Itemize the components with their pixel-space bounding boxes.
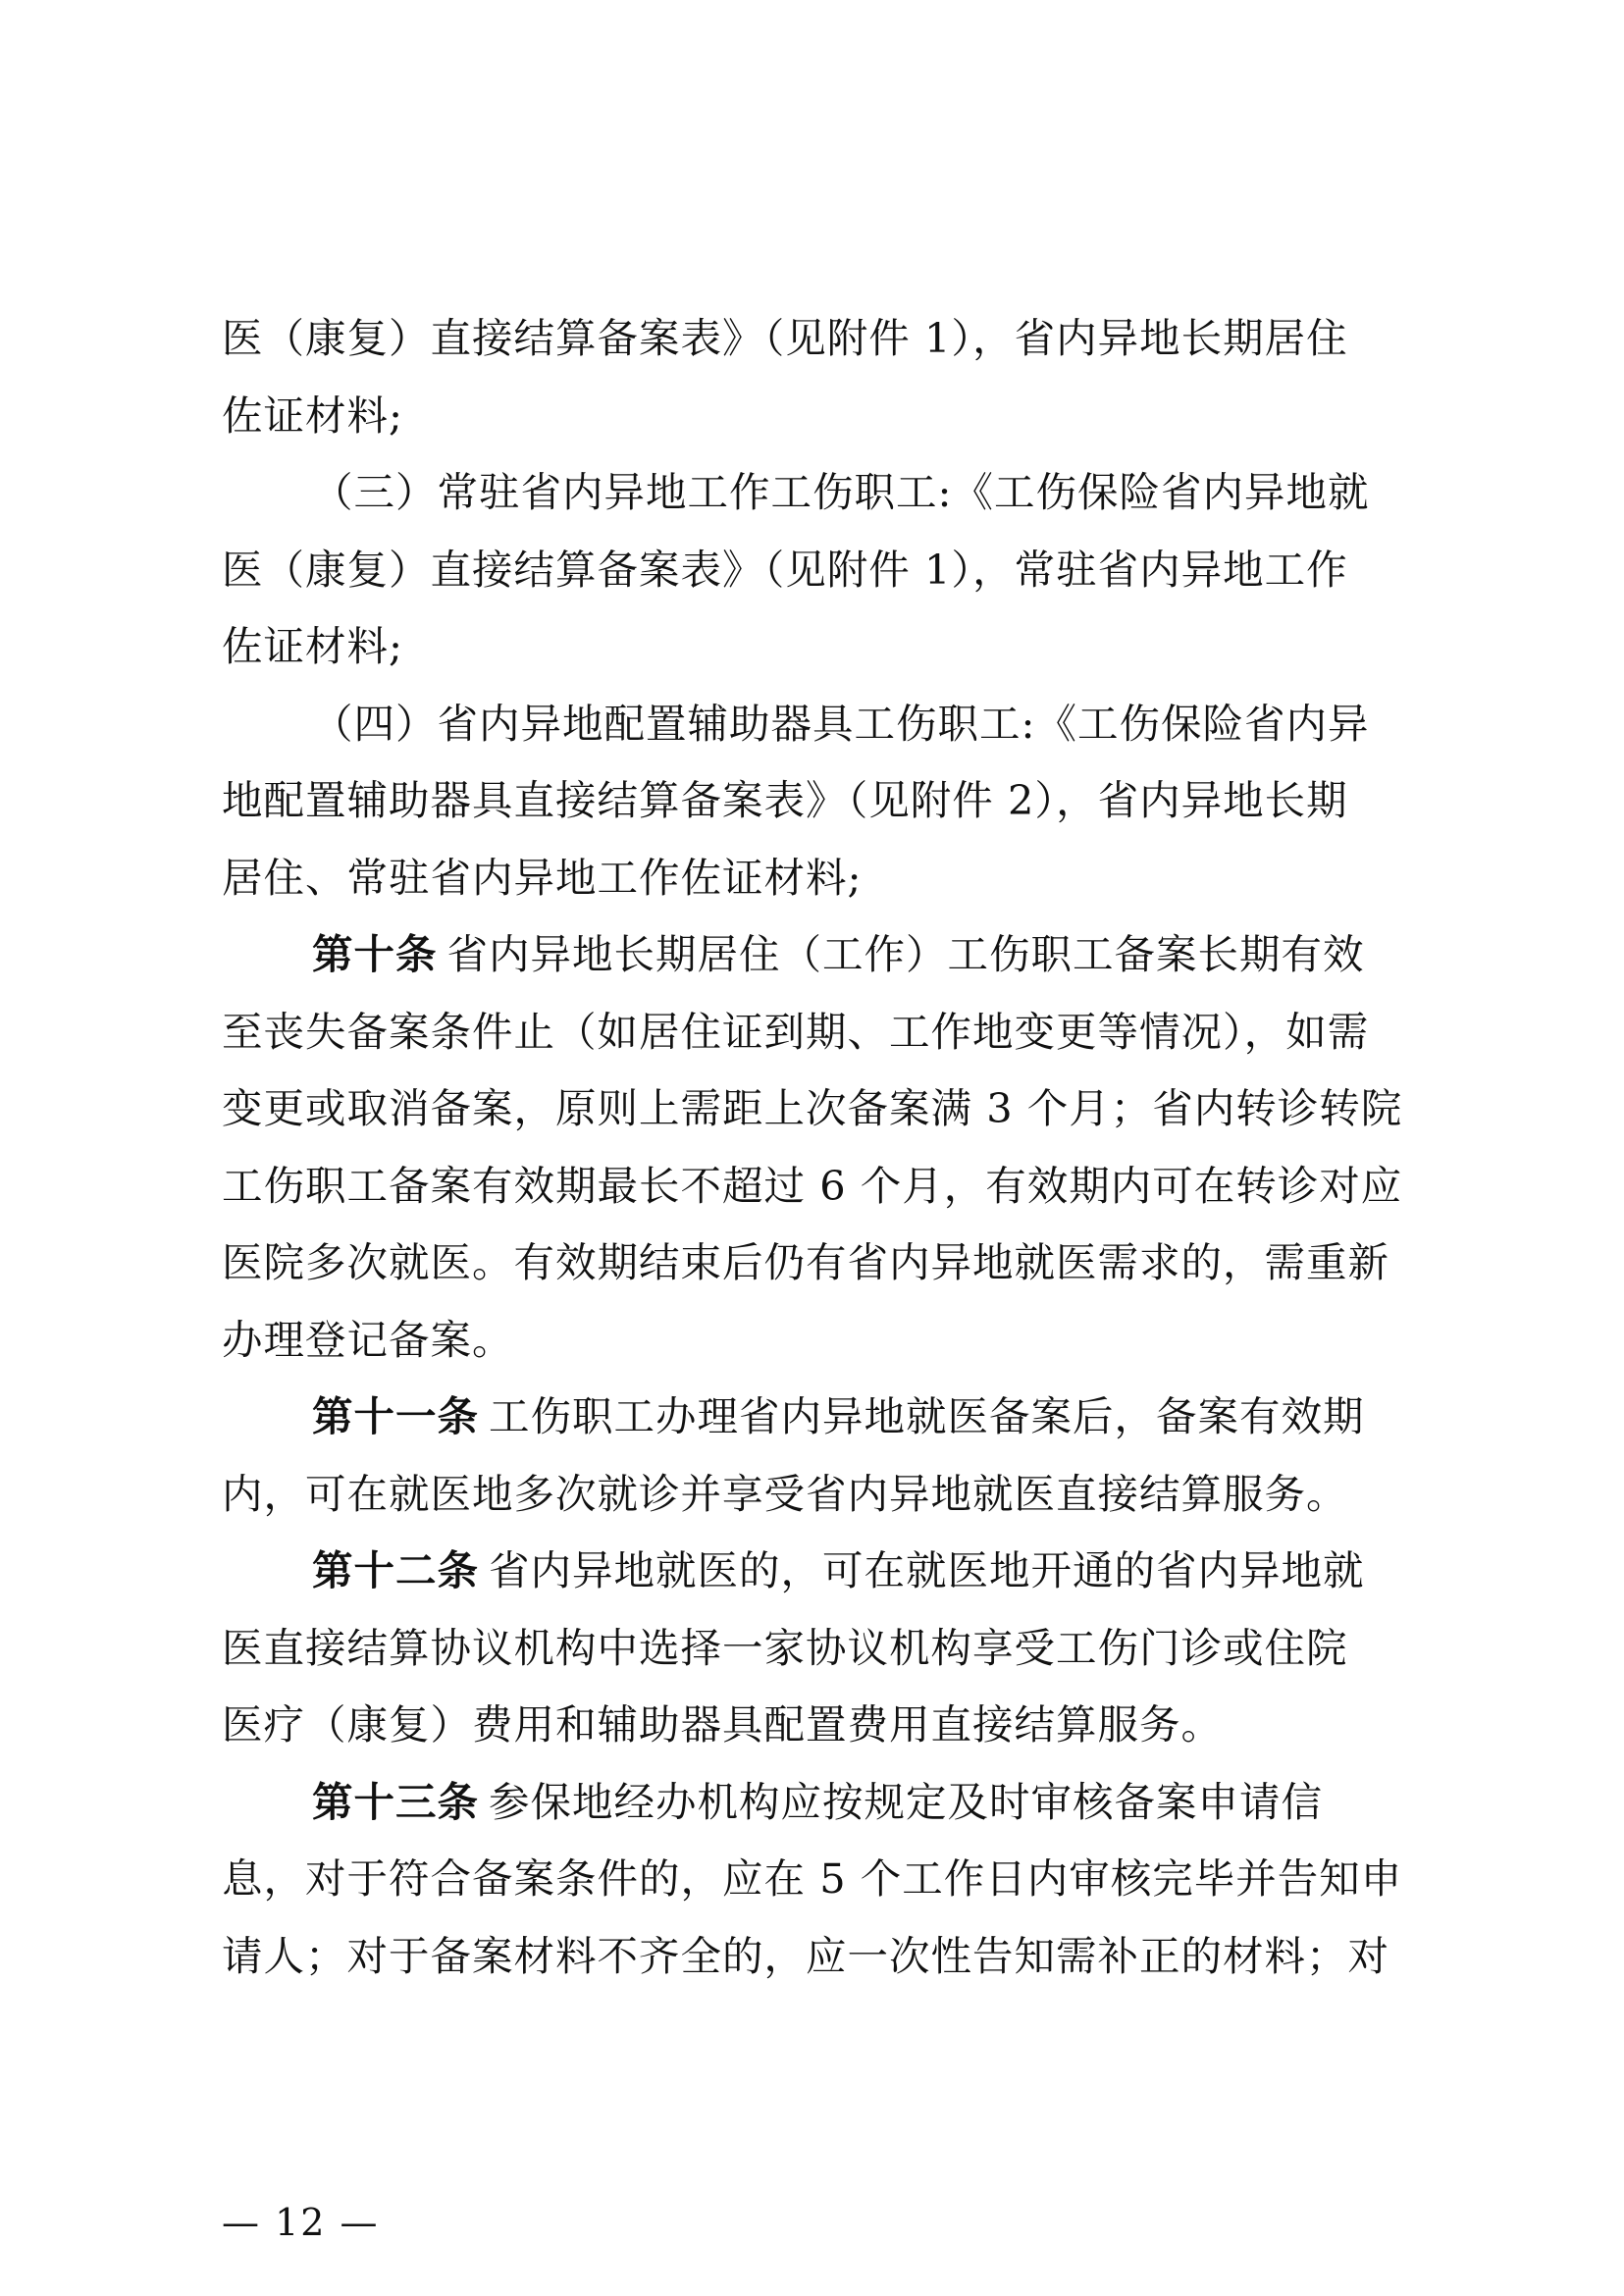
- line-text: 医（康复）直接结算备案表》（见附件 1），常驻省内异地工作: [222, 545, 1348, 594]
- text-line: [222, 1070, 1421, 1148]
- text-line: [222, 1687, 1421, 1764]
- page-number: — 12 —: [222, 2201, 380, 2244]
- text-line: [222, 994, 1421, 1071]
- text-line: [222, 1918, 1421, 1996]
- line-text: 省内异地就医的，可在就医地开通的省内异地就: [489, 1546, 1365, 1594]
- line-text: 居住、常驻省内异地工作佐证材料;: [222, 853, 863, 902]
- text-line: [222, 300, 1421, 378]
- text-line: [222, 1610, 1421, 1688]
- line-text: 参保地经办机构应按规定及时审核备案申请信: [489, 1777, 1324, 1826]
- line-text: 医院多次就医。有效期结束后仍有省内异地就医需求的，需重新: [222, 1238, 1390, 1286]
- line-text: 医疗（康复）费用和辅助器具配置费用直接结算服务。: [222, 1700, 1224, 1748]
- article-label: 第十条: [312, 930, 438, 978]
- article-label: 第十一条: [312, 1392, 480, 1440]
- line-text: 办理登记备案。: [222, 1315, 514, 1364]
- article-label: 第十三条: [312, 1777, 480, 1826]
- article-label: 第十二条: [312, 1546, 480, 1594]
- line-text: 请人；对于备案材料不齐全的，应一次性告知需补正的材料；对: [222, 1931, 1390, 1980]
- text-line: [222, 840, 1421, 917]
- line-text: 医直接结算协议机构中选择一家协议机构享受工伤门诊或住院: [222, 1623, 1348, 1672]
- document-body: [222, 300, 1421, 1995]
- text-line: [222, 1764, 1421, 1842]
- line-text: 佐证材料;: [222, 391, 403, 440]
- text-line: [222, 762, 1421, 840]
- text-line: [222, 1379, 1421, 1456]
- text-line: [222, 532, 1421, 609]
- line-text: 地配置辅助器具直接结算备案表》（见附件 2），省内异地长期: [222, 776, 1348, 824]
- text-line: [222, 608, 1421, 686]
- line-text: 医（康复）直接结算备案表》（见附件 1），省内异地长期居住: [222, 314, 1348, 362]
- text-line: [222, 1148, 1421, 1226]
- text-line: [222, 1456, 1421, 1534]
- text-line: [222, 1533, 1421, 1610]
- line-text: 佐证材料;: [222, 622, 403, 670]
- line-text: 息，对于符合备案条件的，应在 5 个工作日内审核完毕并告知申: [222, 1854, 1403, 1903]
- text-line: [222, 378, 1421, 455]
- line-text: 内，可在就医地多次就诊并享受省内异地就医直接结算服务。: [222, 1469, 1348, 1518]
- text-line: [222, 686, 1421, 763]
- line-text: 变更或取消备案，原则上需距上次备案满 3 个月；省内转诊转院: [222, 1084, 1403, 1132]
- line-text: 省内异地长期居住（工作）工伤职工备案长期有效: [446, 930, 1365, 978]
- line-text: （三）常驻省内异地工作工伤职工:《工伤保险省内异地就: [312, 468, 1370, 516]
- text-line: [222, 1841, 1421, 1918]
- line-text: 工伤职工办理省内异地就医备案后，备案有效期: [489, 1392, 1365, 1440]
- text-line: [222, 1225, 1421, 1302]
- line-text: 工伤职工备案有效期最长不超过 6 个月，有效期内可在转诊对应: [222, 1161, 1403, 1210]
- text-line: [222, 454, 1421, 532]
- text-line: [222, 916, 1421, 994]
- line-text: （四）省内异地配置辅助器具工伤职工:《工伤保险省内异: [312, 699, 1370, 748]
- line-text: 至丧失备案条件止（如居住证到期、工作地变更等情况），如需: [222, 1007, 1370, 1056]
- text-line: [222, 1302, 1421, 1380]
